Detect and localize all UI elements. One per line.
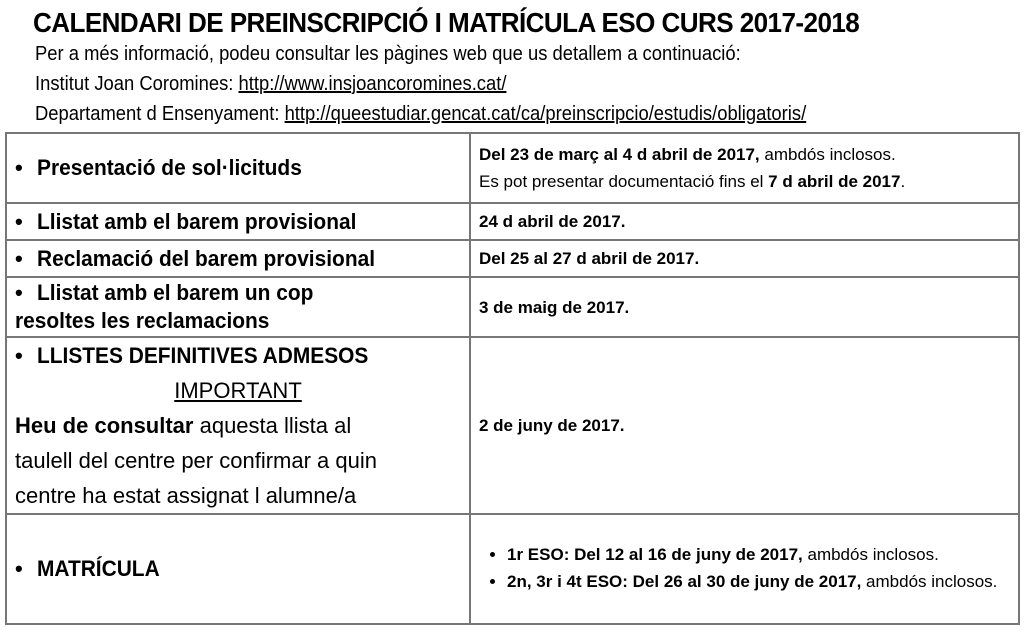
bullet-icon: • bbox=[15, 556, 23, 581]
bullet-icon: • bbox=[15, 155, 23, 180]
departament-label: Departament d Ensenyament: bbox=[35, 103, 280, 125]
row-value bbox=[470, 514, 1019, 624]
table-row bbox=[6, 240, 1019, 277]
table-row bbox=[6, 133, 1019, 203]
institut-label: Institut Joan Coromines: bbox=[35, 73, 234, 95]
row-label: • LLISTES DEFINITIVES ADMESOS IMPORTANT Heu de consultar aquesta llista al taulell del centre per confirmar a quin centre ha estat assignat l alumne/a bbox=[6, 337, 470, 514]
row-label: • Presentació de sol·licituds bbox=[6, 133, 470, 203]
bullet-icon: • bbox=[15, 280, 23, 305]
list-item: • 2n, 3r i 4t ESO: Del 26 al 30 de juny de 2017, ambdós inclosos. bbox=[507, 570, 1010, 593]
table-row bbox=[6, 203, 1019, 240]
important-note-heading: IMPORTANT bbox=[174, 378, 302, 403]
row-value: 2 de juny de 2017. bbox=[470, 337, 1019, 514]
document-title: CALENDARI DE PREINSCRIPCIÓ I MATRÍCULA ESO CURS 2017-2018 bbox=[33, 7, 860, 38]
row-label: • Reclamació del barem provisional bbox=[6, 240, 470, 277]
row-label: • Llistat amb el barem un cop resoltes les reclamacions bbox=[6, 277, 470, 337]
institut-link[interactable]: http://www.insjoancoromines.cat/ bbox=[238, 73, 507, 95]
calendar-table bbox=[5, 132, 1020, 625]
row-value: 3 de maig de 2017. bbox=[470, 277, 1019, 337]
institut-link-line bbox=[35, 73, 506, 96]
departament-link-line bbox=[35, 103, 806, 126]
row-label: • MATRÍCULA bbox=[6, 514, 470, 624]
departament-link[interactable]: http://queestudiar.gencat.cat/ca/preinscripcio/estudis/obligatoris/ bbox=[284, 103, 807, 125]
row-label: • Llistat amb el barem provisional bbox=[6, 203, 470, 240]
row-value: 24 d abril de 2017. bbox=[470, 203, 1019, 240]
list-item: • 1r ESO: Del 12 al 16 de juny de 2017, ambdós inclosos. bbox=[507, 543, 1010, 566]
bullet-icon: • bbox=[15, 208, 23, 234]
intro-text: Per a més informació, podeu consultar les pàgines web que us detallem a continuació: bbox=[35, 43, 741, 65]
row-value: Del 23 de març al 4 d abril de 2017, ambdós inclosos. Es pot presentar documentació fins el 7 d abril de 2017. bbox=[470, 133, 1019, 203]
bullet-icon: • bbox=[15, 343, 23, 368]
row-value: Del 25 al 27 d abril de 2017. bbox=[470, 240, 1019, 277]
table-row bbox=[6, 277, 1019, 337]
matricula-list bbox=[479, 543, 1010, 593]
table-row bbox=[6, 337, 1019, 514]
bullet-icon: • bbox=[15, 245, 23, 271]
table-row bbox=[6, 514, 1019, 624]
